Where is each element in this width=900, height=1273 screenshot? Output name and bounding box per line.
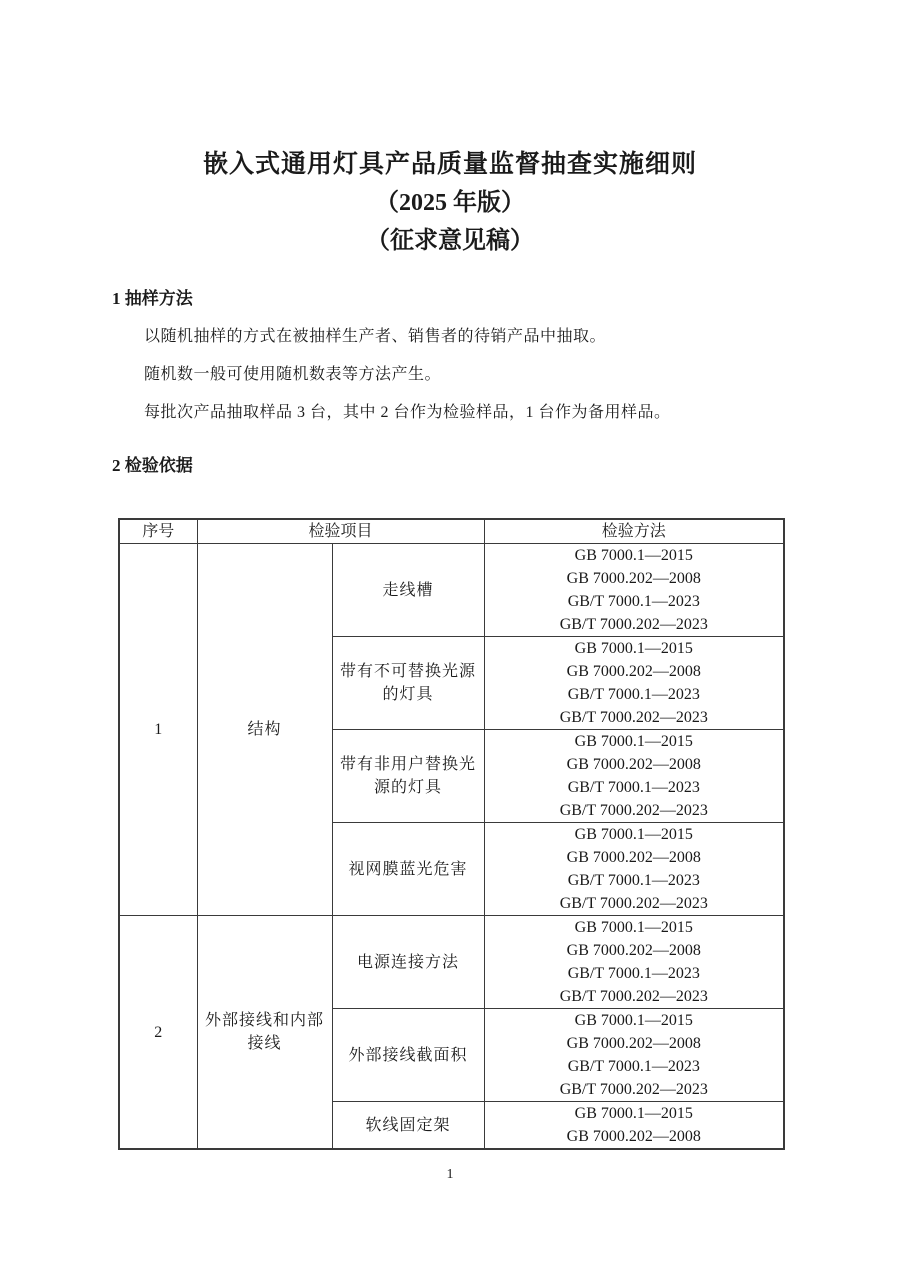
inspection-method-cell xyxy=(484,1102,784,1150)
section1-paragraph-3: 每批次产品抽取样品 3 台，其中 2 台作为检验样品，1 台作为备用样品。 xyxy=(144,404,671,421)
section1-paragraph-1: 以随机抽样的方式在被抽样生产者、销售者的待销产品中抽取。 xyxy=(144,328,607,345)
inspection-category-cell: 外部接线和内部接线 xyxy=(197,916,332,1150)
inspection-item-cell: 带有不可替换光源的灯具 xyxy=(332,637,484,730)
header-inspection-item: 检验项目 xyxy=(197,519,484,544)
section1-paragraph-2: 随机数一般可使用随机数表等方法产生。 xyxy=(144,366,442,383)
inspection-item-cell: 外部接线截面积 xyxy=(332,1009,484,1102)
standard-reference: GB/T 7000.1—2023 xyxy=(567,779,700,796)
standard-reference: GB 7000.1—2015 xyxy=(574,919,693,936)
inspection-item-cell: 视网膜蓝光危害 xyxy=(332,823,484,916)
standard-reference: GB 7000.202—2008 xyxy=(566,1035,701,1052)
section2-heading: 2 检验依据 xyxy=(112,456,193,475)
inspection-method-cell xyxy=(484,1009,784,1102)
standard-reference: GB/T 7000.1—2023 xyxy=(567,686,700,703)
inspection-item-cell: 电源连接方法 xyxy=(332,916,484,1009)
header-serial-number: 序号 xyxy=(119,519,197,544)
standard-reference: GB 7000.202—2008 xyxy=(566,756,701,773)
standard-reference: GB/T 7000.1—2023 xyxy=(567,965,700,982)
standard-reference: GB/T 7000.1—2023 xyxy=(567,1058,700,1075)
page-number: 1 xyxy=(446,1167,454,1182)
standard-reference: GB 7000.1—2015 xyxy=(574,733,693,750)
inspection-item-cell: 软线固定架 xyxy=(332,1102,484,1150)
standard-reference: GB 7000.1—2015 xyxy=(574,826,693,843)
standard-reference: GB 7000.1—2015 xyxy=(574,640,693,657)
inspection-method-cell xyxy=(484,823,784,916)
standard-reference: GB/T 7000.1—2023 xyxy=(567,872,700,889)
title-block xyxy=(0,0,900,260)
inspection-method-cell xyxy=(484,544,784,637)
table-row xyxy=(119,544,784,637)
inspection-method-cell xyxy=(484,637,784,730)
table-header-row xyxy=(119,519,784,544)
standard-reference: GB 7000.202—2008 xyxy=(566,570,701,587)
document-title: 嵌入式通用灯具产品质量监督抽查实施细则 xyxy=(202,151,697,178)
standard-reference: GB 7000.202—2008 xyxy=(566,1128,701,1145)
inspection-method-cell xyxy=(484,916,784,1009)
serial-number-cell: 1 xyxy=(119,544,197,916)
inspection-method-cell xyxy=(484,730,784,823)
header-inspection-method: 检验方法 xyxy=(484,519,784,544)
inspection-item-cell: 走线槽 xyxy=(332,544,484,637)
inspection-category-cell: 结构 xyxy=(197,544,332,916)
standard-reference: GB 7000.202—2008 xyxy=(566,849,701,866)
standard-reference: GB 7000.202—2008 xyxy=(566,942,701,959)
document-title-draft: （征求意见稿） xyxy=(366,228,534,254)
standard-reference: GB/T 7000.202—2023 xyxy=(559,988,708,1005)
standard-reference: GB/T 7000.202—2023 xyxy=(559,895,708,912)
document-body xyxy=(0,288,900,1184)
standard-reference: GB 7000.1—2015 xyxy=(574,1012,693,1029)
standard-reference: GB/T 7000.202—2023 xyxy=(559,1081,708,1098)
serial-number-cell: 2 xyxy=(119,916,197,1150)
document-title-version: （2025 年版） xyxy=(375,190,525,216)
standard-reference: GB/T 7000.202—2023 xyxy=(559,709,708,726)
inspection-table-body xyxy=(119,544,784,1150)
standard-reference: GB 7000.1—2015 xyxy=(574,547,693,564)
inspection-item-cell: 带有非用户替换光源的灯具 xyxy=(332,730,484,823)
standard-reference: GB/T 7000.202—2023 xyxy=(559,616,708,633)
standard-reference: GB/T 7000.202—2023 xyxy=(559,802,708,819)
standard-reference: GB 7000.202—2008 xyxy=(566,663,701,680)
section1-heading: 1 抽样方法 xyxy=(112,289,193,308)
standard-reference: GB/T 7000.1—2023 xyxy=(567,593,700,610)
table-row xyxy=(119,916,784,1009)
standard-reference: GB 7000.1—2015 xyxy=(574,1105,693,1122)
inspection-basis-table xyxy=(118,518,785,1150)
